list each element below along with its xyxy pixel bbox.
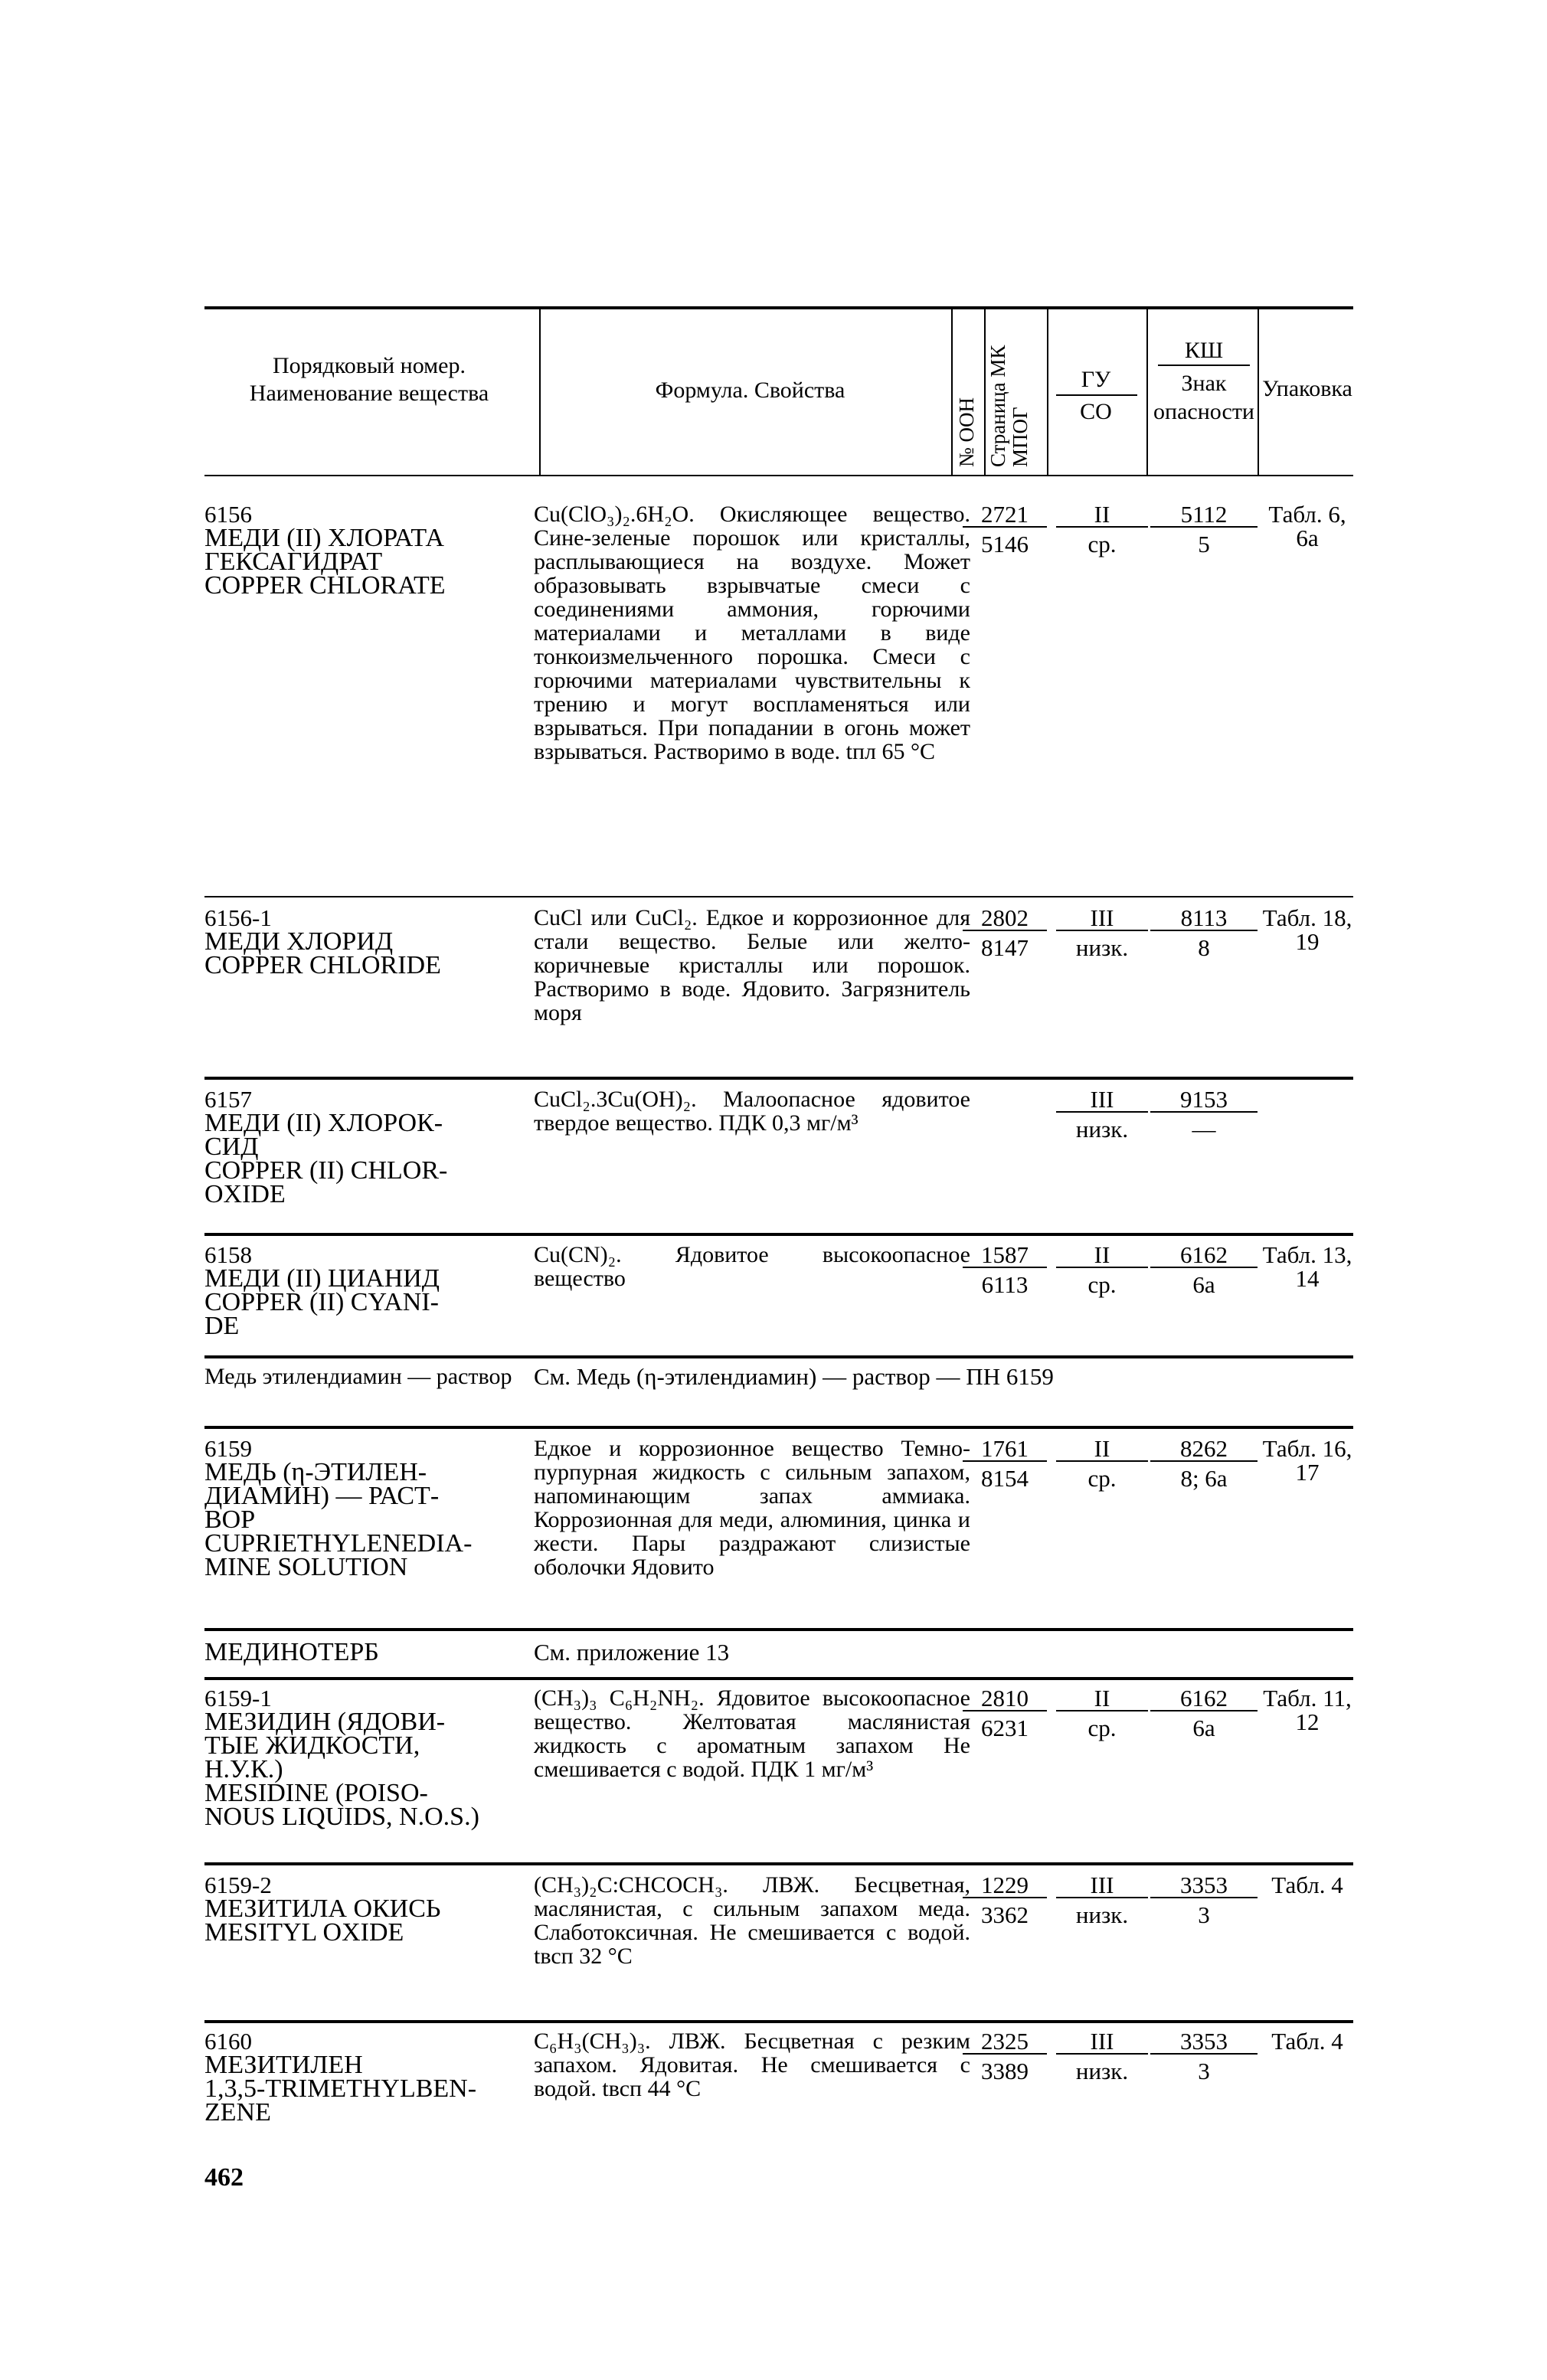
- mk-page: 6231: [981, 1715, 1029, 1741]
- classification-code: 5112: [1150, 502, 1258, 528]
- un-number: 1229: [963, 1873, 1047, 1898]
- header-divider: [951, 308, 953, 475]
- un-number: 2802: [963, 906, 1047, 931]
- entry-name: ТЫЕ ЖИДКОСТИ,: [204, 1731, 420, 1760]
- entry-name-en: NOUS LIQUIDS, N.O.S.): [204, 1803, 479, 1831]
- entry-description: (CH₃)₂C:CHCOCH₃. ЛВЖ. Бесцветная, маслянистая, с сильным запахом меда. Слаботоксичная. Не смешивается с водой. tвсп 32 °C: [534, 1872, 970, 1969]
- header-formula-col: Формула. Свойства: [655, 378, 845, 403]
- hazard-degree: ср.: [1087, 1715, 1117, 1741]
- entry-name: МЕДИ (II) ХЛОРАТА: [204, 524, 444, 552]
- entry-name-en: 1,3,5-TRIMETHYLBEN-: [204, 2074, 477, 2103]
- header-oon-col: № ООН: [955, 397, 978, 467]
- hazard-sign: 6а: [1192, 1271, 1215, 1298]
- header-ksh: КШ: [1184, 338, 1224, 363]
- un-number: 1761: [963, 1437, 1047, 1462]
- header-gu: ГУ: [1081, 367, 1111, 392]
- header-bottom-rule: [204, 475, 1353, 476]
- mk-page: 8154: [981, 1465, 1029, 1492]
- entry-name: ДИАМИН) — РАСТ-: [204, 1482, 440, 1510]
- packaging: Табл. 13, 14: [1262, 1241, 1352, 1292]
- classification-code: 3353: [1150, 1873, 1258, 1898]
- entry-number: 6156: [204, 501, 252, 528]
- mk-page: 3362: [981, 1901, 1029, 1928]
- mk-page: 3389: [981, 2058, 1029, 2084]
- entry-name-en: COPPER CHLORIDE: [204, 951, 441, 979]
- row-rule: [204, 1355, 1353, 1358]
- entry-name-en: MINE SOLUTION: [204, 1553, 408, 1581]
- hazard-degree: низк.: [1075, 1116, 1129, 1143]
- header-co: СО: [1080, 399, 1112, 424]
- un-number: 2721: [963, 502, 1047, 528]
- page-number: 462: [204, 2163, 244, 2192]
- header-divider: [1258, 308, 1259, 475]
- hazard-degree: низк.: [1075, 2058, 1129, 2084]
- packing-group: III: [1056, 906, 1148, 931]
- entry-number: 6159-2: [204, 1872, 272, 1898]
- entry-name: МЕДИ ХЛОРИД: [204, 927, 394, 956]
- entry-description: CuCl₂.3Cu(OH)₂. Малоопасное ядовитое твердое вещество. ПДК 0,3 мг/м³: [534, 1087, 970, 1136]
- classification-code: 8113: [1150, 906, 1258, 931]
- cross-ref-target: См. Медь (η-этилендиамин) — раствор — ПН 6159: [534, 1363, 1054, 1390]
- entry-name: МЕДИ (II) ХЛОРОК-: [204, 1109, 443, 1137]
- entry-name: МЕДЬ (η-ЭТИЛЕН-: [204, 1458, 427, 1486]
- entry-name-en: MESITYL OXIDE: [204, 1918, 404, 1947]
- entry-name: Н.У.К.): [204, 1755, 283, 1783]
- mk-page: 5146: [981, 531, 1029, 557]
- packing-group: III: [1056, 1873, 1148, 1898]
- header-divider: [539, 308, 541, 475]
- entry-name: МЕЗИТИЛЕН: [204, 2051, 363, 2079]
- classification-code: 6162: [1150, 1686, 1258, 1711]
- entry-name-en: COPPER (II) CYANI-: [204, 1288, 439, 1316]
- entry-number: 6160: [204, 2028, 252, 2055]
- hazard-degree: низк.: [1075, 1901, 1129, 1928]
- hazard-sign: 3: [1198, 1901, 1210, 1928]
- hazard-sign: 5: [1198, 531, 1210, 557]
- entry-description: C₆H₃(CH₃)₃. ЛВЖ. Бесцветная с резким запахом. Ядовитая. Не смешивается с водой. tвсп 44 °C: [534, 2029, 970, 2101]
- packing-group: III: [1056, 1087, 1148, 1113]
- header-page-col: Страница МК МПОГ: [986, 345, 1032, 467]
- entry-name: МЕДИ (II) ЦИАНИД: [204, 1264, 440, 1293]
- classification-code: 6162: [1150, 1243, 1258, 1268]
- entry-description: Cu(ClO₃)₂.6H₂O. Окисляющее вещество. Сине-зеленые порошок или кристаллы, расплывающиеся на воздухе. Может образовывать взрывчатые смеси с соединениями аммония, горючими материалами и металлами в виде тонкоизмельченного порошка. Смеси с горючими материалами чувствительны к трению и могут воспламеняться или взрываться. При попадании в огонь может взрываться. Растворимо в воде. tпл 65 °C: [534, 502, 970, 764]
- header-fraction-line: [1158, 365, 1250, 366]
- entry-description: Едкое и коррозионное вещество Темно-пурпурная жидкость с сильным запахом, напоминающим запах аммиака. Коррозионная для меди, алюминия, цинка и жести. Пары раздражают слизистые оболочки Ядовито: [534, 1436, 970, 1580]
- header-divider: [984, 308, 986, 475]
- packing-group: II: [1056, 1686, 1148, 1711]
- entry-number: 6159: [204, 1435, 252, 1462]
- classification-code: 8262: [1150, 1437, 1258, 1462]
- entry-name-en: DE: [204, 1312, 240, 1340]
- entry-name-en: MESIDINE (POISO-: [204, 1779, 428, 1807]
- entry-name: МЕЗИТИЛА ОКИСЬ: [204, 1895, 441, 1923]
- header-divider: [1047, 308, 1048, 475]
- header-divider: [1146, 308, 1148, 475]
- row-rule: [204, 896, 1353, 897]
- un-number: 2810: [963, 1686, 1047, 1711]
- entry-name: ГЕКСАГИДРАТ: [204, 548, 383, 576]
- header-znak: Знак опасности: [1153, 371, 1254, 424]
- packaging: Табл. 18, 19: [1262, 904, 1352, 955]
- hazard-degree: низк.: [1075, 934, 1129, 961]
- entry-number: 6159-1: [204, 1685, 272, 1711]
- row-rule: [204, 1677, 1353, 1680]
- packaging: Табл. 4: [1271, 2028, 1343, 2055]
- packaging: Табл. 6, 6а: [1268, 501, 1346, 551]
- hazard-sign: 8; 6а: [1180, 1465, 1228, 1492]
- packaging: Табл. 16, 17: [1262, 1435, 1352, 1486]
- hazard-degree: ср.: [1087, 531, 1117, 557]
- cross-ref-name: МЕДИНОТЕРБ: [204, 1638, 379, 1666]
- entry-name: ВОР: [204, 1505, 256, 1534]
- entry-name: СИД: [204, 1133, 259, 1161]
- row-rule: [204, 1862, 1353, 1865]
- packaging: Табл. 11, 12: [1263, 1685, 1352, 1735]
- row-rule: [204, 1233, 1353, 1236]
- header-name-col: Порядковый номер. Наименование вещества: [249, 353, 489, 406]
- row-rule: [204, 1077, 1353, 1080]
- row-rule: [204, 1426, 1353, 1429]
- entry-number: 6157: [204, 1086, 252, 1113]
- packing-group: III: [1056, 2029, 1148, 2055]
- header-upak: Упаковка: [1262, 376, 1352, 401]
- entry-name: МЕЗИДИН (ЯДОВИ-: [204, 1708, 446, 1736]
- hazard-sign: 6а: [1192, 1715, 1215, 1741]
- entry-name-en: COPPER CHLORATE: [204, 571, 446, 600]
- hazard-sign: 3: [1198, 2058, 1210, 2084]
- hazard-sign: —: [1192, 1116, 1216, 1143]
- cross-ref-target: См. приложение 13: [534, 1639, 730, 1666]
- entry-description: Cu(CN)₂. Ядовитое высокоопасное вещество: [534, 1242, 970, 1291]
- document-page: [204, 0, 1353, 2380]
- row-rule: [204, 1628, 1353, 1631]
- classification-code: 3353: [1150, 2029, 1258, 2055]
- mk-page: 6113: [981, 1271, 1029, 1298]
- packing-group: II: [1056, 1437, 1148, 1462]
- header-fraction-line: [1056, 394, 1137, 396]
- hazard-degree: ср.: [1087, 1271, 1117, 1298]
- packing-group: II: [1056, 1243, 1148, 1268]
- entry-description: CuCl или CuCl₂. Едкое и коррозионное для стали вещество. Белые или желто-коричневые кристаллы или порошок. Растворимо в воде. Ядовито. Загрязнитель моря: [534, 905, 970, 1025]
- entry-name-en: CUPRIETHYLENEDIA-: [204, 1529, 473, 1558]
- packaging: Табл. 4: [1271, 1872, 1343, 1898]
- entry-name-en: OXIDE: [204, 1180, 286, 1208]
- hazard-sign: 8: [1198, 934, 1210, 961]
- entry-name-en: COPPER (II) CHLOR-: [204, 1156, 448, 1185]
- entry-number: 6158: [204, 1241, 252, 1268]
- cross-ref-name: Медь этилендиамин — раствор: [204, 1364, 512, 1389]
- mk-page: 8147: [981, 934, 1029, 961]
- header-top-rule: [204, 306, 1353, 309]
- hazard-degree: ср.: [1087, 1465, 1117, 1492]
- un-number: 2325: [963, 2029, 1047, 2055]
- packing-group: II: [1056, 502, 1148, 528]
- entry-number: 6156-1: [204, 904, 272, 931]
- un-number: 1587: [963, 1243, 1047, 1268]
- classification-code: 9153: [1150, 1087, 1258, 1113]
- row-rule: [204, 2020, 1353, 2023]
- entry-name-en: ZENE: [204, 2098, 271, 2127]
- entry-description: (CH₃)₃ C₆H₂NH₂. Ядовитое высокоопасное вещество. Желтоватая маслянистая жидкость с ароматным запахом Не смешивается с водой. ПДК 1 мг/м³: [534, 1685, 970, 1782]
